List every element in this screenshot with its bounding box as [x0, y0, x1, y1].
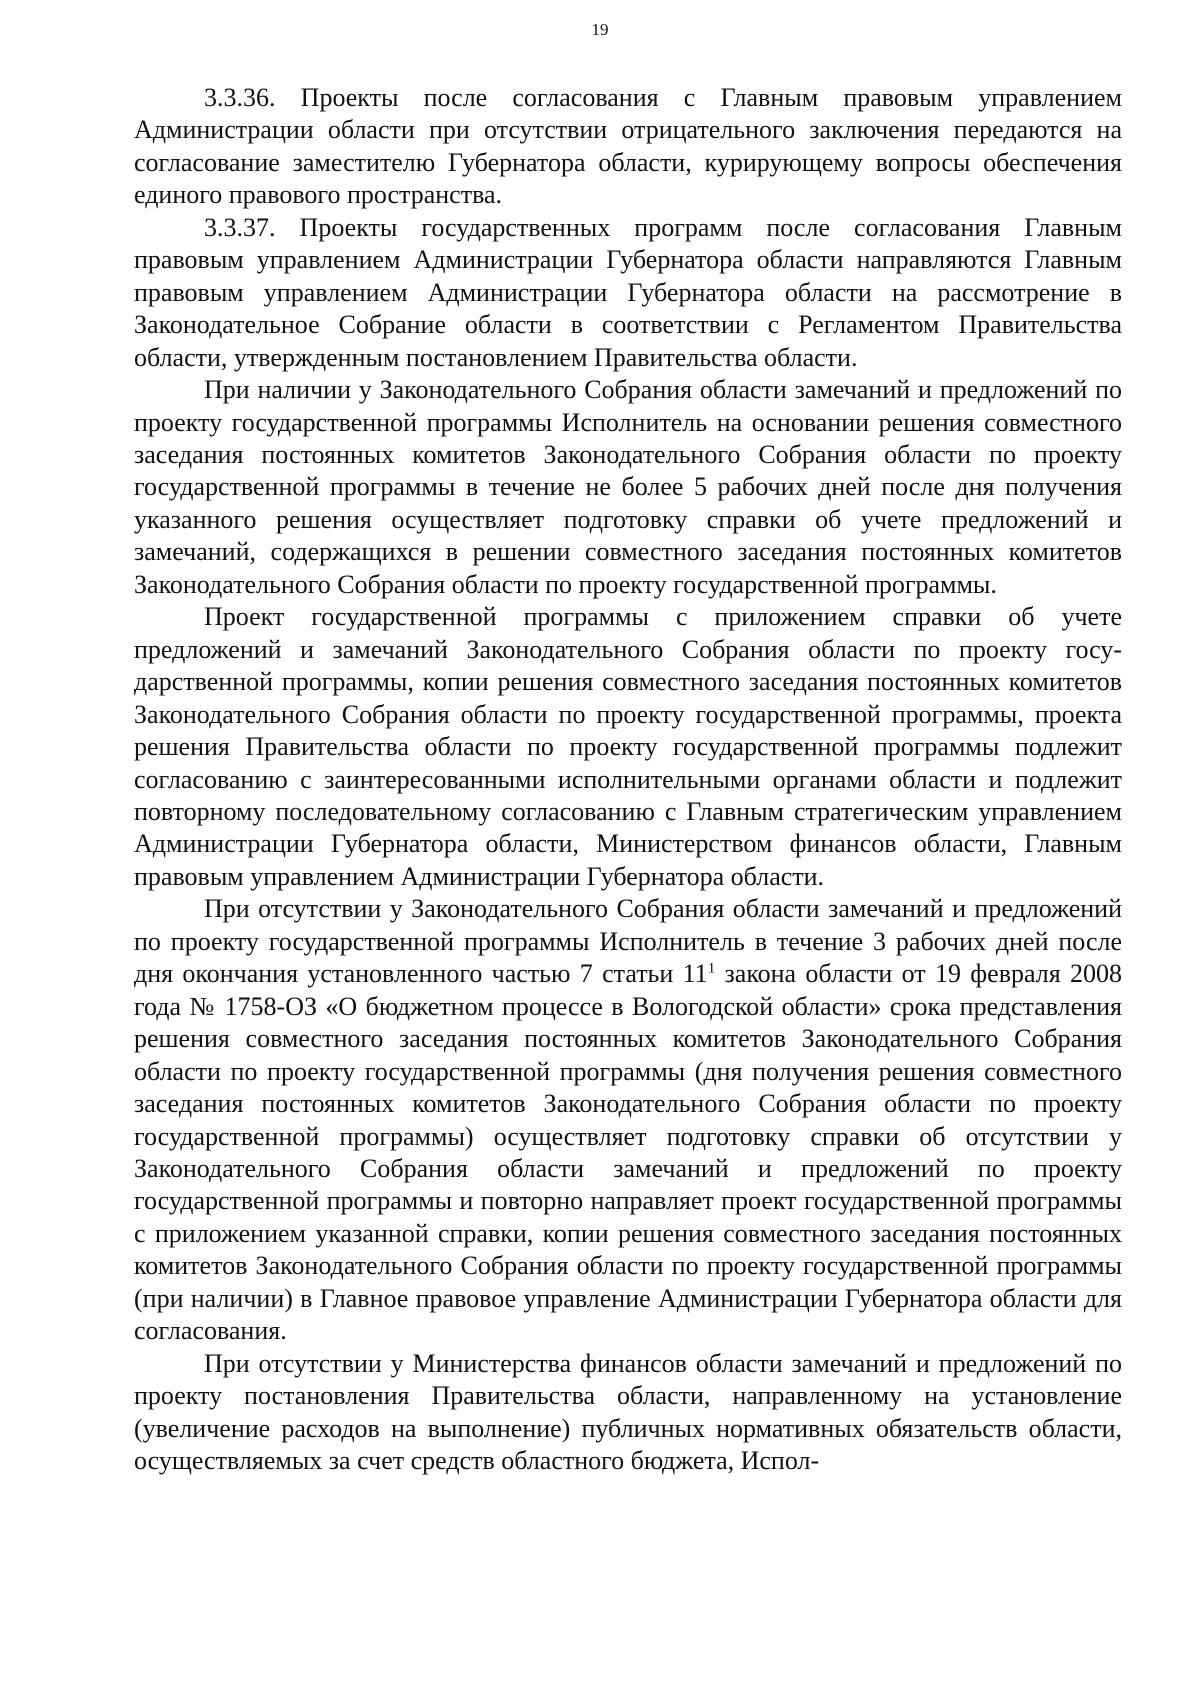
paragraph-remarks-present: При наличии у Законодательного Собрания области замечаний и предложений по проекту государственной программы Исполнитель на основании решения совместного заседания постоянных комитетов Законодательного Собрания области по проекту государственной программы в течение не более 5 рабочих дней после дня получения указанного решения осуществляет подготовку справки об учете предложений и замечаний, содержащихся в решении совместного заседания постоянных комитетов Законодательного Собрания области по проекту государственной программы.: [134, 375, 1122, 599]
paragraph-finance-ministry: При отсутствии у Министерства финансов области замечаний и предложений по проекту постановления Правительства области, направленному на установление (увеличение расходов на выполнение) публичных нормативных обязательств области, осуществляемых за счет средств областного бюджета, Испол-: [134, 1348, 1122, 1476]
paragraph-remarks-absent-part-1: При отсутствии у Законодательного Собрания области замечаний и предложений по проекту государственной программы Исполнитель в течение 3 рабочих дней после дня окончания установленного частью 7 статьи 11: [134, 894, 1122, 989]
paragraph-3-3-37: 3.3.37. Проекты государственных программ после согласования Главным правовым управлением Администрации Губернатора области направляются Главным правовым управлением Администрации Губернатора области на рассмотрение в Законодательное Собрание области в соответствии с Регламентом Правительства области, утвержденным постановлением Правительства области.: [134, 212, 1122, 372]
superscript-index: 1: [707, 960, 716, 977]
paragraph-project-approval: Проект государственной программы с приложением справки об учете предложений и замечаний Законодательного Собрания области по проекту государственной программы, копии решения совместного заседания постоянных комитетов Законодательного Собрания области по проекту государственной программы, проекта решения Правительства области по проекту государственной программы подлежит согласованию с заинтересованными исполнительными органами области и подлежит повторному последовательному согласованию с Главным стратегическим управлением Администрации Губернатора области, Министерством финансов области, Главным правовым управлением Администрации Губернатора области.: [134, 602, 1122, 891]
paragraph-remarks-absent-part-2: закона области от 19 февраля 2008 года № 1758-ОЗ «О бюджетном процессе в Вологодской области» срока представления решения совместного заседания постоянных комитетов Законодательного Собрания области по проекту государственной программы (дня получения решения совместного заседания постоянных комитетов Законодательного Собрания области по проекту государственной программы) осуществляет подготовку справки об отсутствии у Законодательного Собрания области замечаний и предложений по проекту государственной программы и повторно направляет проект государственной программы с приложением указанной справки, копии решения совместного заседания постоянных комитетов Законодательного Собрания области по проекту государственной программы (при наличии) в Главное правовое управление Администрации Губернатора области для согласования.: [134, 959, 1122, 1346]
paragraph-3-3-36: 3.3.36. Проекты после согласования с Главным правовым управлением Администрации области при отсутствии отрицательного заключения передаются на согласование заместителю Губернатора области, курирующему вопросы обеспечения единого правового пространства.: [134, 83, 1122, 210]
document-body: [134, 82, 1122, 1477]
page-number: 19: [591, 20, 609, 39]
paragraph-remarks-absent: [134, 893, 1122, 1347]
